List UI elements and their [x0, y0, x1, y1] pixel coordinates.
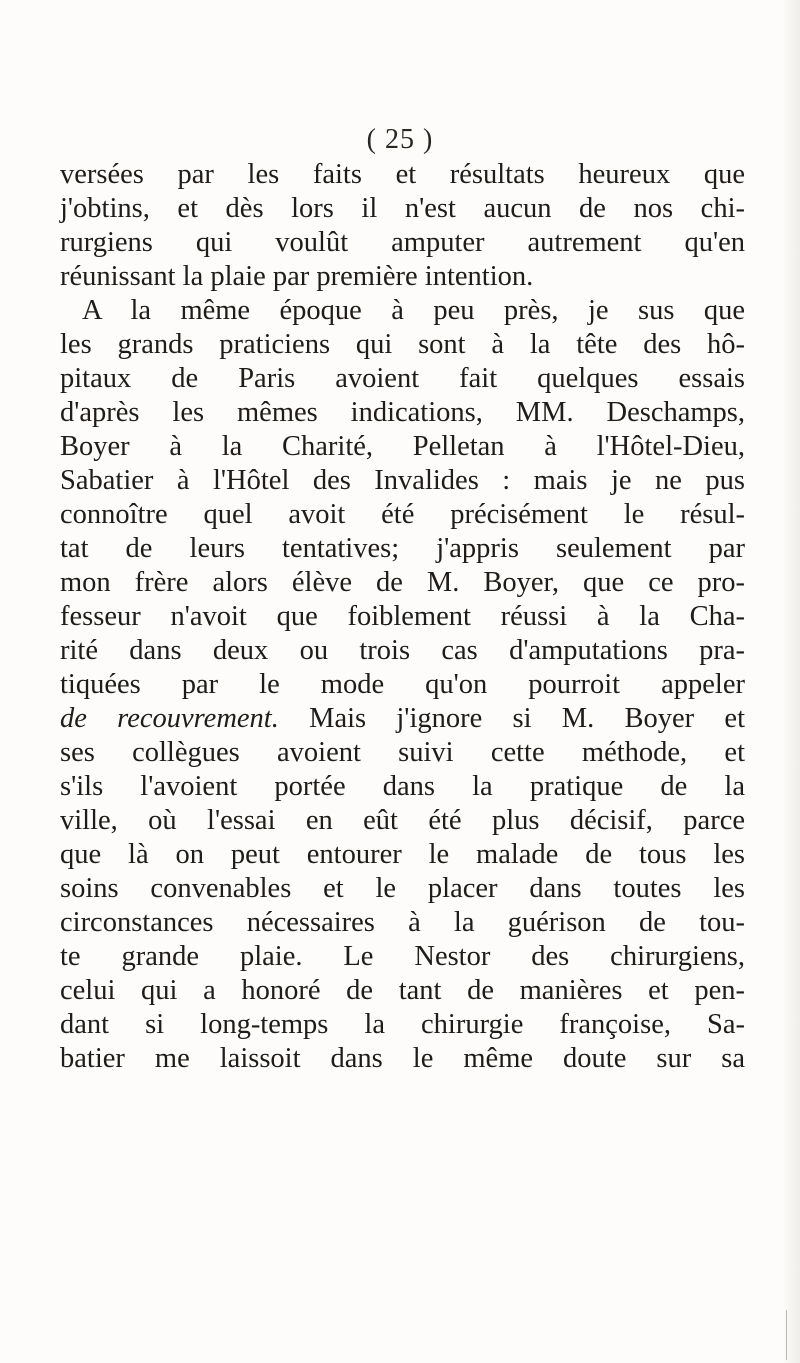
- page-edge-mark: [786, 1310, 790, 1360]
- text-line: j'obtins, et dès lors il n'est aucun de nos chi-: [60, 193, 745, 224]
- text-line: te grande plaie. Le Nestor des chirurgiens,: [60, 941, 745, 972]
- text-line: versées par les faits et résultats heureux que: [60, 159, 745, 190]
- text-line: Sabatier à l'Hôtel des Invalides : mais je ne pus: [60, 465, 745, 496]
- text-line: pitaux de Paris avoient fait quelques essais: [60, 363, 745, 394]
- text-line: réunissant la plaie par première intention.: [60, 261, 534, 292]
- text-line: d'après les mêmes indications, MM. Deschamps,: [60, 397, 745, 428]
- text-line: fesseur n'avoit que foiblement réussi à la Cha-: [60, 601, 745, 632]
- text-line: celui qui a honoré de tant de manières et pen-: [60, 975, 745, 1006]
- text-line: tat de leurs tentatives; j'appris seulement par: [60, 533, 745, 564]
- text-line: circonstances nécessaires à la guérison de tou-: [60, 907, 745, 938]
- italic-phrase: de recouvrement.: [60, 703, 279, 734]
- line-remainder: Mais j'ignore si M. Boyer et: [278, 703, 745, 734]
- text-line: ville, où l'essai en eût été plus décisif, parce: [60, 805, 745, 836]
- text-line: Boyer à la Charité, Pelletan à l'Hôtel-Dieu,: [60, 431, 745, 462]
- text-line: que là on peut entourer le malade de tous les: [60, 839, 745, 870]
- text-line: rurgiens qui voulût amputer autrement qu'en: [60, 227, 745, 258]
- text-line: tiquées par le mode qu'on pourroit appeler: [60, 669, 745, 700]
- text-line: A la même époque à peu près, je sus que: [82, 295, 745, 326]
- text-line: s'ils l'avoient portée dans la pratique de la: [60, 771, 745, 802]
- page-number: ( 25 ): [366, 124, 434, 155]
- text-line: rité dans deux ou trois cas d'amputations pra-: [60, 635, 745, 666]
- text-line: connoître quel avoit été précisément le résul-: [60, 499, 745, 530]
- body-text: [60, 158, 745, 1076]
- text-line: soins convenables et le placer dans toutes les: [60, 873, 745, 904]
- text-line: ses collègues avoient suivi cette méthode, et: [60, 737, 745, 768]
- text-line: les grands praticiens qui sont à la tête des hô-: [60, 329, 745, 360]
- page-edge-shadow: [782, 0, 800, 1363]
- text-line: mon frère alors élève de M. Boyer, que ce pro-: [60, 567, 745, 598]
- text-line: dant si long-temps la chirurgie françoise, Sa-: [60, 1009, 745, 1040]
- text-line-mixed: [60, 702, 745, 736]
- text-line: batier me laissoit dans le même doute sur sa: [60, 1043, 745, 1074]
